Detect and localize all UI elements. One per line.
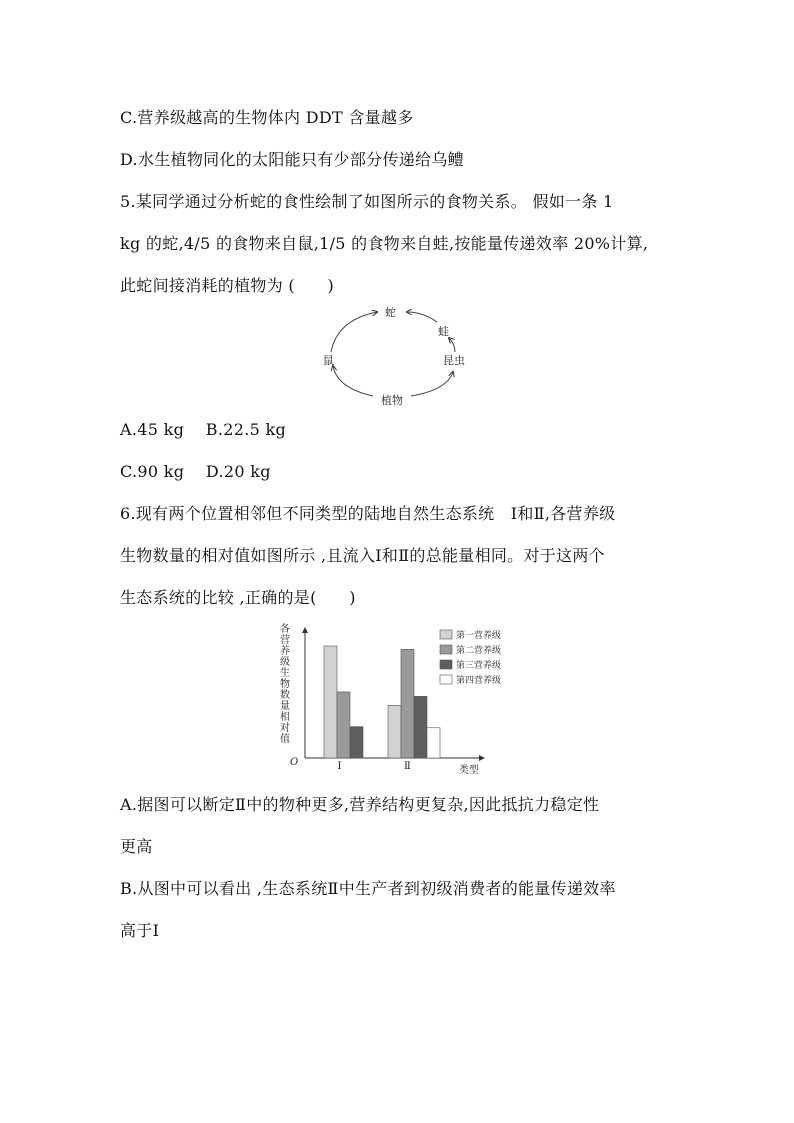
x-tick-label: Ⅱ: [404, 761, 411, 772]
bar-1-series-1: [324, 646, 337, 758]
question-6-line-3: 生态系统的比较 ,正确的是( ): [120, 588, 356, 607]
option-6b-line-1: B.从图中可以看出 ,生态系统Ⅱ中生产者到初级消费者的能量传递效率: [120, 879, 616, 898]
question-6-line-1: 6.现有两个位置相邻但不同类型的陆地自然生态系统 Ⅰ和Ⅱ,各营养级: [120, 504, 616, 523]
x-tick-label: Ⅰ: [337, 761, 342, 772]
y-axis-label-char: 养: [280, 646, 290, 657]
x-axis-label: 类型: [459, 765, 479, 776]
y-axis-label-char: 级: [280, 657, 290, 668]
y-axis-label-char: 数: [280, 690, 290, 701]
y-axis-label: [280, 622, 290, 745]
y-axis-label-char: 对: [280, 723, 290, 734]
y-axis-label-char: 生: [280, 668, 290, 679]
option-4c: C.营养级越高的生物体内 DDT 含量越多: [120, 108, 414, 127]
question-5-line-2: kg 的蛇,4/5 的食物来自鼠,1/5 的食物来自蛙,按能量传递效率 20%计算,: [120, 234, 649, 253]
question-6-line-2: 生物数量的相对值如图所示 ,且流入Ⅰ和Ⅱ的总能量相同。对于这两个: [120, 546, 605, 565]
legend-label: 第一营养级: [456, 631, 502, 641]
options-5-ab: A.45 kg B.22.5 kg: [120, 420, 287, 439]
node-plant: 植物: [381, 394, 403, 407]
node-rat: 鼠: [323, 354, 334, 367]
edge-rat-snake: [331, 312, 377, 352]
option-6a-line-1: A.据图可以断定Ⅱ中的物种更多,营养结构更复杂,因此抵抗力稳定性: [120, 795, 600, 814]
legend-label: 第二营养级: [456, 646, 502, 656]
y-axis-label-char: 相: [280, 712, 290, 723]
edge-insect-frog: [449, 338, 455, 352]
bar-1-series-3: [350, 727, 363, 758]
legend-swatch: [440, 645, 452, 654]
bar-2-series-3: [414, 696, 427, 758]
option-4d: D.水生植物同化的太阳能只有少部分传递给乌鳢: [120, 150, 464, 169]
legend-label: 第三营养级: [456, 661, 502, 671]
question-5-line-1: 5.某同学通过分析蛇的食性绘制了如图所示的食物关系。 假如一条 1: [120, 192, 614, 211]
y-axis-label-char: 量: [280, 701, 290, 712]
chart-legend: [440, 629, 501, 686]
y-axis-label-char: 物: [280, 679, 290, 690]
legend-swatch: [440, 660, 452, 669]
question-5-line-3: 此蛇间接消耗的植物为 ( ): [120, 276, 335, 295]
bar-2-series-4: [427, 728, 440, 758]
option-6b-line-2: 高于Ⅰ: [120, 921, 160, 940]
food-web-figure: [315, 300, 475, 412]
legend-swatch: [440, 630, 452, 639]
bar-1-series-2: [337, 692, 350, 758]
bar-chart-figure: [276, 620, 516, 780]
bar-2-series-1: [388, 705, 401, 758]
options-5-cd: C.90 kg D.20 kg: [120, 462, 271, 481]
edge-frog-snake: [407, 312, 437, 322]
y-axis-label-char: 营: [280, 635, 290, 646]
legend-swatch: [440, 675, 452, 684]
y-axis-label-char: 值: [280, 734, 290, 745]
node-snake: 蛇: [385, 306, 396, 319]
origin-label: O: [290, 757, 299, 768]
node-insect: 昆虫: [443, 354, 465, 367]
node-frog: 蛙: [438, 325, 449, 338]
y-axis-label-char: 各: [280, 624, 290, 635]
edge-plant-insect: [411, 372, 453, 396]
legend-label: 第四营养级: [456, 676, 502, 686]
option-6a-line-2: 更高: [120, 837, 153, 856]
bar-2-series-2: [401, 649, 414, 758]
edge-plant-rat: [333, 366, 373, 396]
